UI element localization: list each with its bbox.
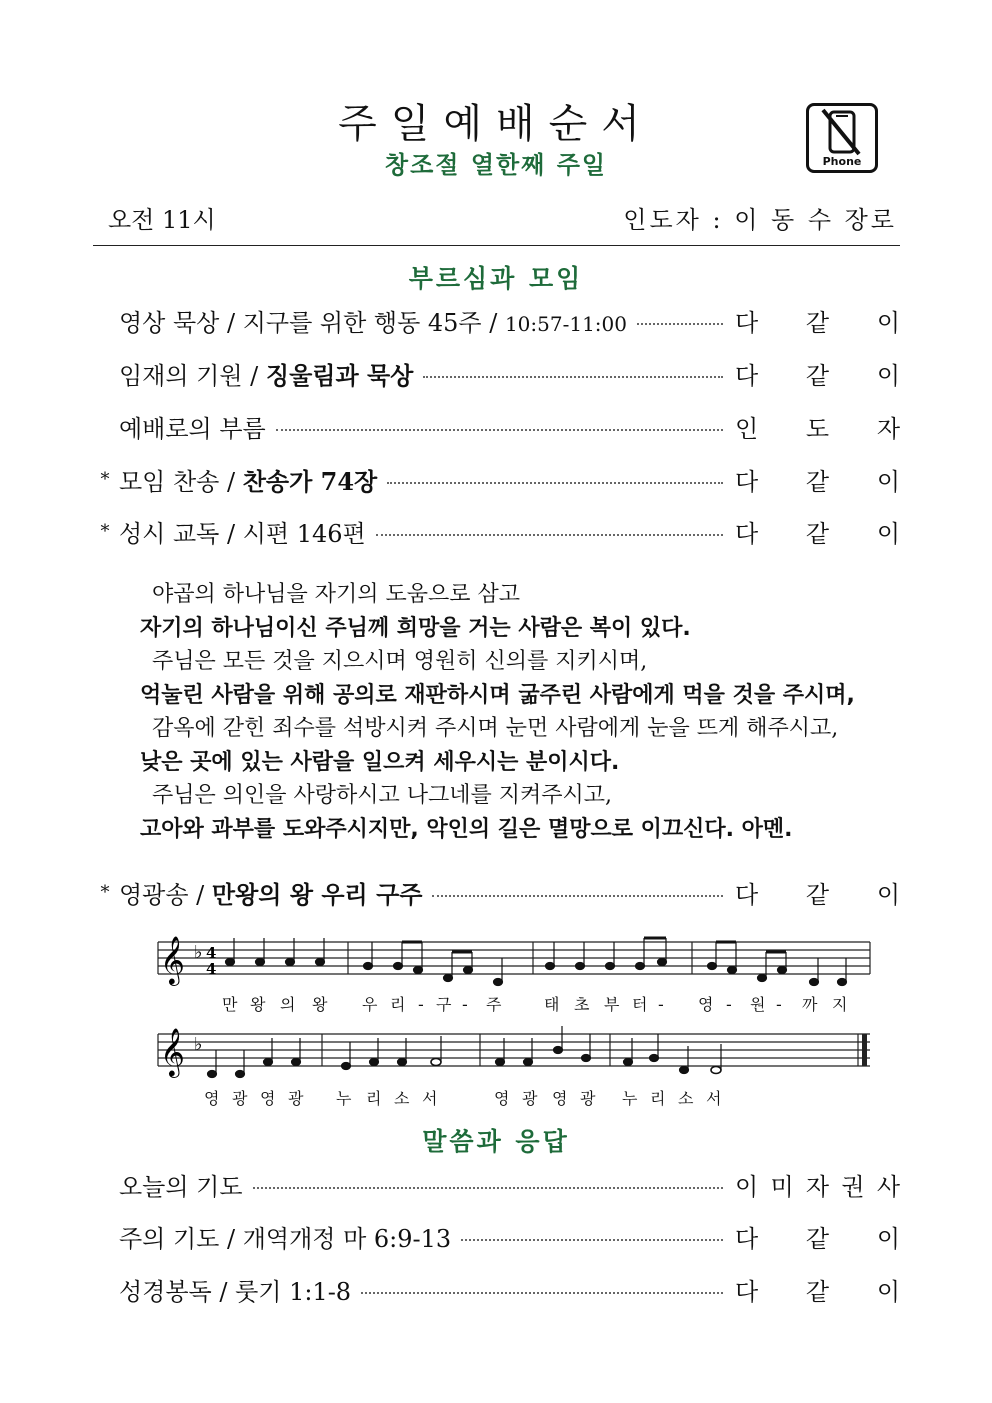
- svg-text:구: 구: [436, 995, 452, 1014]
- flat-key-icon: ♭: [194, 1034, 203, 1055]
- item-label: 영상 묵상 / 지구를 위한 행동 45주 / 10:57-11:00: [119, 308, 627, 337]
- page-title: 주일예배순서: [338, 101, 654, 147]
- svg-text:-: -: [462, 995, 468, 1014]
- svg-text:-: -: [776, 995, 782, 1014]
- reading-line-response: 낮은 곳에 있는 사람을 일으켜 세우시는 분이시다.: [140, 749, 620, 775]
- item-label: 영광송 / 만왕의 왕 우리 구주: [119, 879, 423, 909]
- svg-text:리: 리: [390, 995, 406, 1014]
- svg-text:영: 영: [494, 1089, 510, 1108]
- leader-name: 이 동 수 장로: [734, 206, 897, 234]
- item-leader: 다 같 이: [735, 467, 900, 496]
- svg-text:만: 만: [222, 995, 238, 1014]
- reading-line-leader: 주님은 의인을 사랑하시고 나그네를 지켜주시고,: [152, 783, 613, 808]
- section-heading-calling: 부르심과 모임: [408, 264, 584, 293]
- header-divider: [93, 245, 900, 246]
- svg-text:왕: 왕: [250, 995, 266, 1014]
- treble-clef-icon: 𝄞: [160, 935, 185, 984]
- svg-text:광: 광: [522, 1089, 538, 1108]
- time-signature-top: 4: [206, 944, 217, 962]
- dot-leader: [637, 323, 723, 325]
- phone-label: Phone: [822, 155, 862, 168]
- order-item: [93, 406, 900, 446]
- dot-leader: [461, 1239, 723, 1241]
- standing-mark: *: [100, 520, 110, 542]
- svg-text:부: 부: [604, 995, 620, 1014]
- item-label: 주의 기도 / 개역개정 마 6:9-13: [119, 1224, 452, 1253]
- dot-leader: [432, 895, 723, 897]
- notes-line1: [226, 938, 847, 986]
- svg-text:지: 지: [832, 995, 848, 1014]
- order-item-doxology: [93, 872, 900, 912]
- svg-text:우: 우: [362, 995, 378, 1014]
- svg-text:-: -: [658, 995, 664, 1014]
- svg-text:원: 원: [750, 995, 766, 1014]
- standing-mark: *: [100, 881, 110, 903]
- item-leader: 이 미 자 권 사: [735, 1172, 900, 1201]
- order-item: [93, 353, 900, 393]
- order-item: [93, 300, 900, 340]
- standing-mark: *: [100, 468, 110, 490]
- svg-text:리: 리: [366, 1089, 382, 1108]
- item-time: 10:57-11:00: [504, 311, 627, 336]
- final-barline: [862, 1034, 867, 1066]
- item-leader: 다 같 이: [735, 519, 900, 548]
- svg-text:누: 누: [622, 1089, 638, 1108]
- svg-text:-: -: [418, 995, 424, 1014]
- svg-text:소: 소: [678, 1089, 694, 1108]
- svg-text:소: 소: [394, 1089, 410, 1108]
- reading-line-leader: 감옥에 갇힌 죄수를 석방시켜 주시며 눈먼 사람에게 눈을 뜨게 해주시고,: [152, 716, 839, 741]
- item-leader: 다 같 이: [735, 361, 900, 390]
- svg-text:리: 리: [650, 1089, 666, 1108]
- item-leader: 인 도 자: [735, 414, 900, 443]
- order-item: [93, 511, 900, 551]
- responsive-reading: [140, 578, 900, 846]
- item-leader: 다 같 이: [735, 308, 900, 337]
- leader-label: 인도자 :: [623, 206, 724, 234]
- dot-leader: [423, 376, 723, 378]
- svg-text:서: 서: [422, 1089, 438, 1108]
- svg-text:영: 영: [552, 1089, 568, 1108]
- svg-text:영: 영: [260, 1089, 276, 1108]
- no-phone-icon: [806, 103, 878, 173]
- treble-clef-icon: 𝄞: [160, 1027, 185, 1076]
- svg-text:태: 태: [544, 995, 560, 1014]
- order-item: [93, 1164, 900, 1204]
- svg-text:영: 영: [698, 995, 714, 1014]
- svg-text:주: 주: [486, 995, 502, 1014]
- dot-leader: [253, 1187, 723, 1189]
- reading-line-response: 자기의 하나님이신 주님께 희망을 거는 사람은 복이 있다.: [140, 615, 691, 641]
- item-label: 오늘의 기도: [119, 1172, 243, 1201]
- dot-leader: [276, 429, 723, 431]
- item-leader: 다 같 이: [735, 1224, 900, 1253]
- svg-text:터: 터: [632, 995, 648, 1014]
- service-time: 오전 11시: [108, 206, 216, 234]
- order-item: [93, 1269, 900, 1309]
- lyrics-line2: [204, 1089, 721, 1108]
- svg-text:왕: 왕: [312, 995, 328, 1014]
- svg-text:의: 의: [280, 995, 296, 1014]
- reading-line-response: 고아와 과부를 도와주시지만, 악인의 길은 멸망으로 이끄신다. 아멘.: [140, 816, 793, 842]
- item-label: 모임 찬송 / 찬송가 74장: [119, 466, 378, 496]
- item-label: 성시 교독 / 시편 146편: [119, 519, 366, 548]
- svg-text:서: 서: [706, 1089, 722, 1108]
- item-leader: 다 같 이: [735, 1277, 900, 1306]
- item-leader: 다 같 이: [735, 880, 900, 909]
- section-heading-word: 말씀과 응답: [422, 1127, 570, 1156]
- item-label: 임재의 기원 / 징울림과 묵상: [119, 360, 414, 390]
- flat-key-icon: ♭: [194, 942, 203, 963]
- item-label: 예배로의 부름: [119, 414, 266, 443]
- item-label: 성경봉독 / 룻기 1:1-8: [119, 1277, 352, 1306]
- dot-leader: [376, 534, 723, 536]
- dot-leader: [361, 1292, 723, 1294]
- svg-text:영: 영: [204, 1089, 220, 1108]
- reading-line-response: 억눌린 사람을 위해 공의로 재판하시며 굶주린 사람에게 먹을 것을 주시며,: [140, 682, 855, 708]
- order-item: [93, 459, 900, 499]
- reading-line-leader: 주님은 모든 것을 지으시며 영원히 신의를 지키시며,: [152, 649, 648, 674]
- svg-text:초: 초: [574, 995, 590, 1014]
- svg-text:광: 광: [232, 1089, 248, 1108]
- dot-leader: [387, 482, 723, 484]
- svg-text:까: 까: [802, 995, 818, 1014]
- svg-text:광: 광: [288, 1089, 304, 1108]
- svg-text:누: 누: [336, 1089, 352, 1108]
- leader-info: [623, 200, 897, 235]
- page-subtitle: 창조절 열한째 주일: [384, 151, 608, 179]
- reading-line-leader: 야곱의 하나님을 자기의 도움으로 삼고: [152, 582, 521, 607]
- music-score: [150, 928, 880, 1118]
- svg-text:-: -: [726, 995, 732, 1014]
- time-signature-bottom: 4: [206, 960, 217, 978]
- lyrics-line1: [222, 995, 847, 1014]
- order-item: [93, 1216, 900, 1256]
- svg-text:광: 광: [580, 1089, 596, 1108]
